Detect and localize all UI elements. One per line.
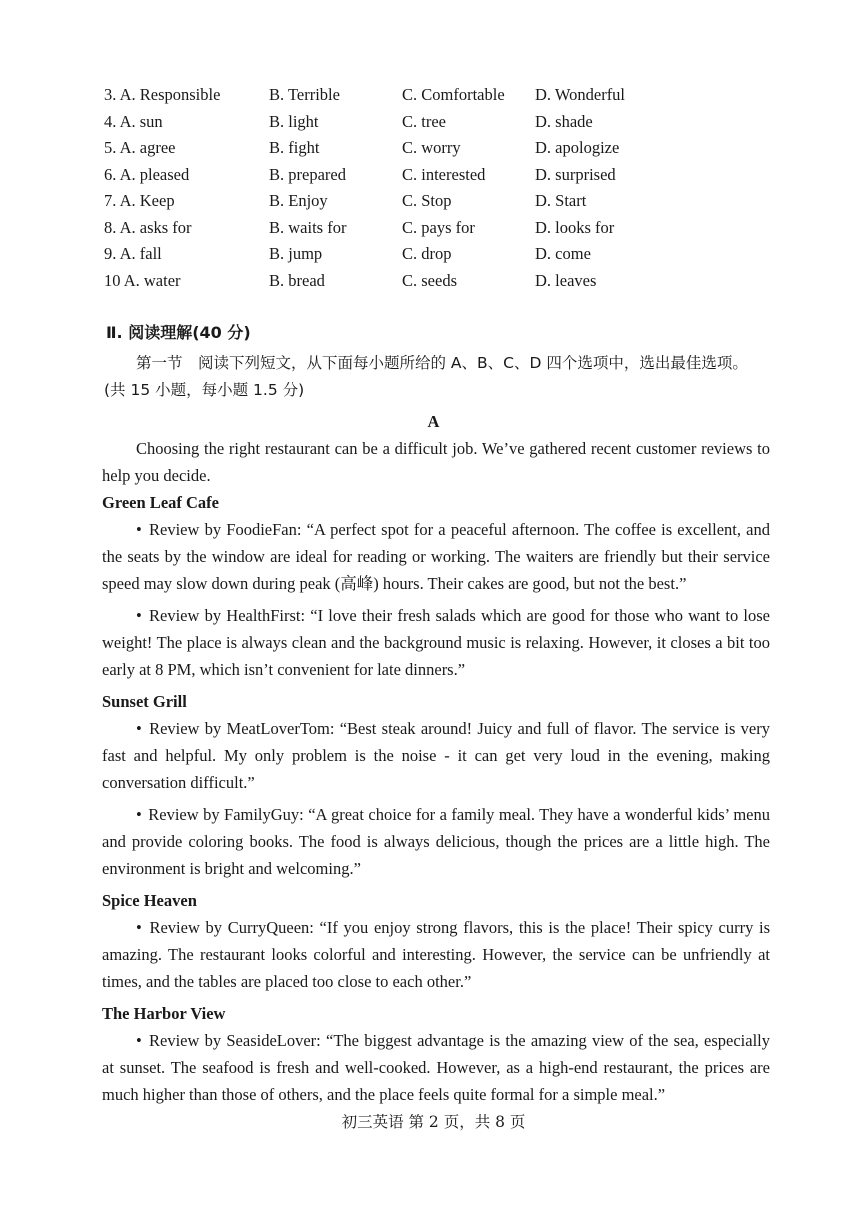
- review-text: Review by CurryQueen: “If you enjoy strong flavors, this is the place! Their spicy curry is amazing. The restaurant looks colorful and interesting. However, the service can be unfriendly at times, and the tables are placed too close to each other.”: [102, 918, 771, 991]
- option-row: [104, 241, 744, 268]
- option-d: D. Wonderful: [535, 85, 626, 104]
- restaurant-name: The Harbor View: [102, 1004, 226, 1023]
- review-paragraph: [102, 602, 770, 683]
- option-row: [104, 268, 744, 295]
- bullet-icon: •: [136, 918, 142, 937]
- option-a: 4. A. sun: [104, 111, 163, 131]
- review-paragraph: [102, 516, 770, 597]
- option-d: D. surprised: [535, 164, 616, 184]
- option-a: 10 A. water: [104, 270, 181, 290]
- bullet-icon: •: [136, 719, 142, 738]
- restaurant-name: Sunset Grill: [102, 692, 187, 711]
- restaurant-name: Spice Heaven: [102, 891, 197, 910]
- option-b: B. Terrible: [269, 85, 340, 104]
- review-text: Review by MeatLoverTom: “Best steak around! Juicy and full of flavor. The service is very fast and helpful. My only problem is the noise - it can get very loud in the evening, making conversation difficult.”: [102, 719, 770, 792]
- instruction-line: (共 15 小题，每小题 1.5 分): [104, 381, 305, 399]
- page-footer: 初三英语 第 2 页，共 8 页: [341, 1113, 526, 1131]
- review-text: Review by SeasideLover: “The biggest advantage is the amazing view of the sea, especially at sunset. The seafood is fresh and well-cooked. However, as a high-end restaurant, the prices are much higher than those of others, and the place feels quite formal for a simple meal.”: [102, 1031, 770, 1104]
- option-d: D. shade: [535, 111, 593, 131]
- passage-intro: Choosing the right restaurant can be a difficult job. We’ve gathered recent customer reviews to help you decide.: [102, 439, 770, 485]
- option-a: 6. A. pleased: [104, 164, 190, 184]
- option-row: [104, 135, 744, 162]
- option-a: 8. A. asks for: [104, 217, 192, 237]
- review-paragraph: [102, 914, 770, 995]
- option-d: D. looks for: [535, 217, 615, 237]
- option-c: C. interested: [402, 164, 486, 184]
- option-b: B. prepared: [269, 164, 346, 184]
- option-a: 7. A. Keep: [104, 191, 175, 210]
- option-c: C. Stop: [402, 191, 452, 210]
- option-row: [104, 162, 744, 189]
- option-c: C. pays for: [402, 217, 475, 237]
- restaurant-name: Green Leaf Cafe: [102, 493, 219, 512]
- review-text: Review by FamilyGuy: “A great choice for a family meal. They have a wonderful kids’ menu and provide coloring books. The food is always delicious, though the prices are a little high. The environment is bright and welcoming.”: [102, 805, 770, 878]
- reading-passage: [102, 435, 770, 1113]
- review-text: Review by HealthFirst: “I love their fresh salads which are good for those who want to lose weight! The place is always clean and the background music is relaxing. However, it closes a bit too early at 8 PM, which isn’t convenient for late dinners.”: [102, 606, 771, 679]
- restaurant-list: [102, 489, 770, 1108]
- option-b: B. jump: [269, 244, 323, 263]
- option-b: B. waits for: [269, 217, 347, 237]
- option-c: C. seeds: [402, 270, 457, 290]
- option-b: B. bread: [269, 270, 325, 290]
- review-paragraph: [102, 715, 770, 796]
- option-d: D. come: [535, 244, 591, 263]
- option-row: [104, 109, 744, 136]
- option-c: C. Comfortable: [402, 85, 505, 104]
- instruction-line: 第一节 阅读下列短文，从下面每小题所给的 A、B、C、D 四个选项中，选出最佳选项。: [136, 354, 748, 372]
- option-c: C. worry: [402, 138, 461, 157]
- option-row: [104, 82, 744, 109]
- review-paragraph: [102, 1027, 770, 1108]
- bullet-icon: •: [136, 805, 142, 824]
- option-d: D. apologize: [535, 138, 620, 157]
- option-c: C. drop: [402, 244, 452, 263]
- passage-letter: A: [427, 412, 440, 431]
- answer-options-table: [104, 82, 744, 294]
- option-row: [104, 188, 744, 215]
- review-paragraph: [102, 801, 770, 882]
- option-b: B. Enjoy: [269, 191, 328, 210]
- option-b: B. light: [269, 111, 319, 131]
- option-a: 9. A. fall: [104, 244, 162, 263]
- review-text: Review by FoodieFan: “A perfect spot for a peaceful afternoon. The coffee is excellent, and the seats by the window are ideal for reading or working. The waiters are friendly but their service speed may slow down during peak (高峰) hours. Their cakes are good, but not the best.”: [102, 520, 771, 593]
- option-a: 3. A. Responsible: [104, 85, 221, 104]
- bullet-icon: •: [136, 1031, 142, 1050]
- option-b: B. fight: [269, 138, 320, 157]
- option-a: 5. A. agree: [104, 138, 176, 157]
- section-instructions: [104, 350, 774, 404]
- option-row: [104, 215, 744, 242]
- bullet-icon: •: [136, 606, 142, 625]
- option-c: C. tree: [402, 111, 446, 131]
- option-d: D. leaves: [535, 270, 597, 290]
- option-d: D. Start: [535, 191, 587, 210]
- section-title: Ⅱ. 阅读理解(40 分): [106, 323, 251, 342]
- bullet-icon: •: [136, 520, 142, 539]
